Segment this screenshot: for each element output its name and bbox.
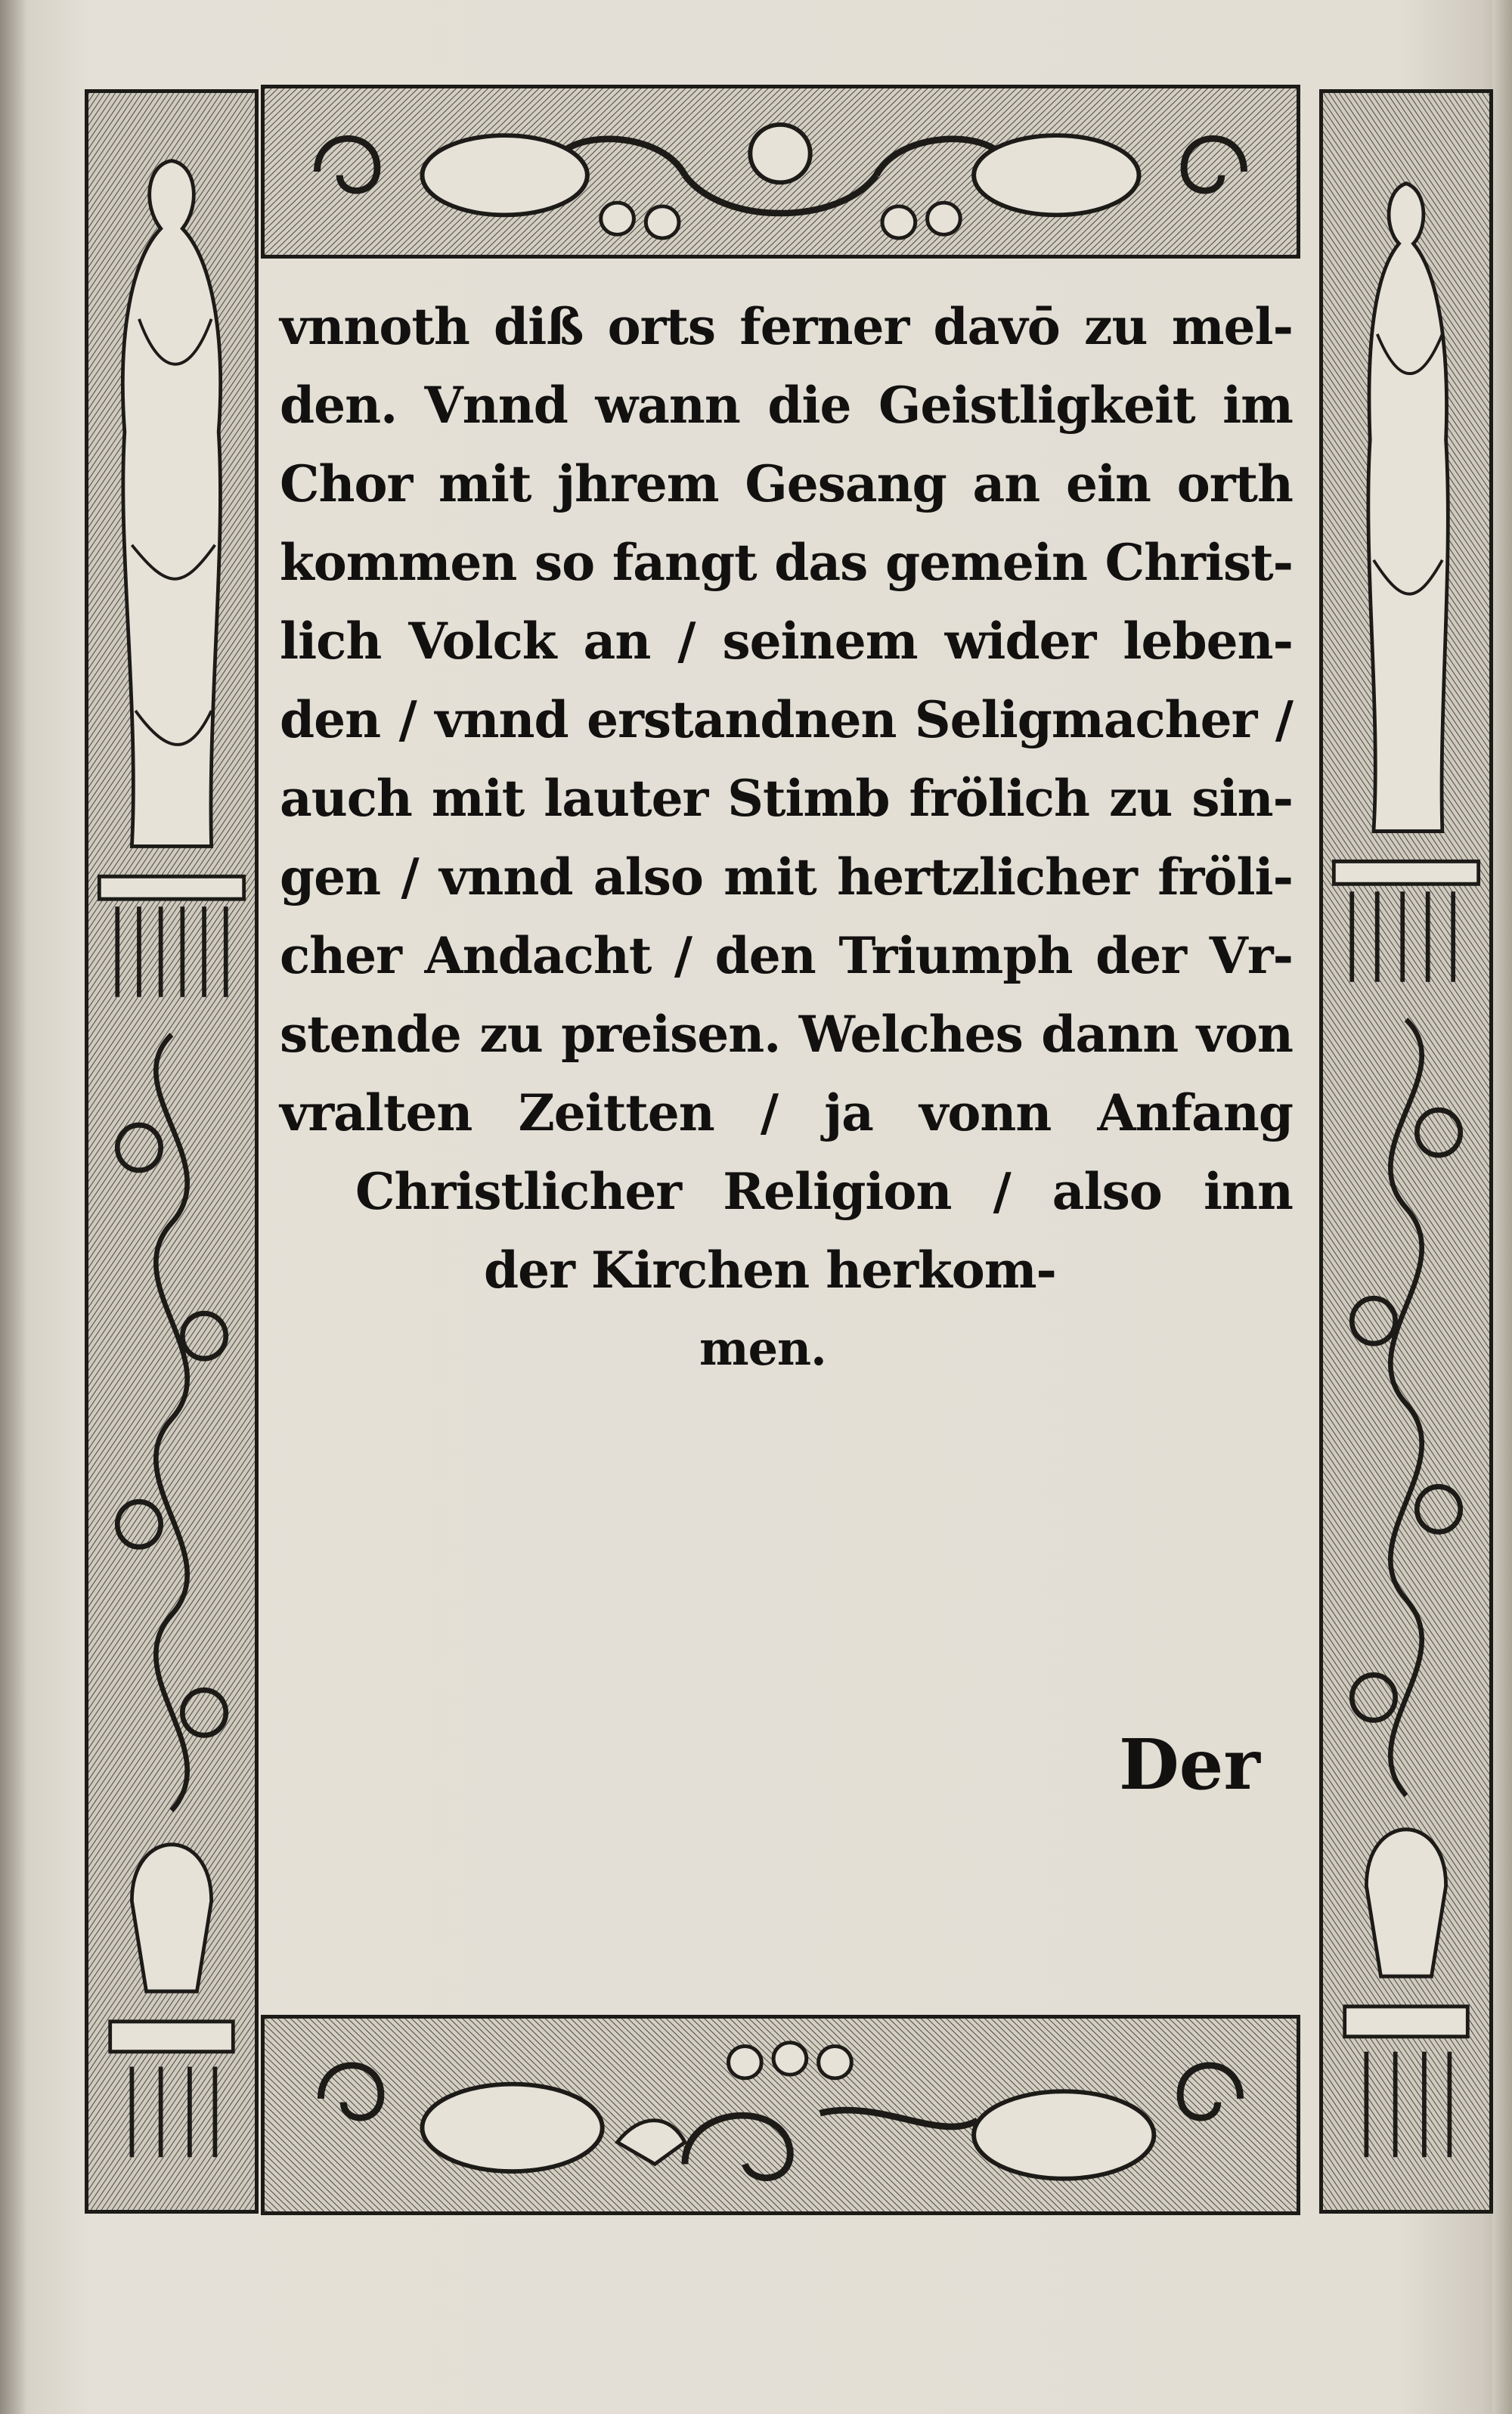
text-line: den / vnnd erstandnen Seligmacher / xyxy=(280,690,1293,749)
ornament-bottom-icon xyxy=(265,2019,1297,2211)
text-line: den. Vnnd wann die Geistligkeit im xyxy=(280,376,1293,435)
woodcut-border-top xyxy=(261,85,1300,259)
text-line: gen / vnnd also mit hertzlicher fröli- xyxy=(280,848,1293,906)
text-line: men. xyxy=(699,1321,826,1376)
ornament-left-icon xyxy=(88,93,255,2210)
woodcut-border-right xyxy=(1319,89,1493,2214)
ornament-top-icon xyxy=(265,88,1297,255)
page-gutter xyxy=(0,0,26,2414)
body-text xyxy=(280,287,1293,1388)
text-line: cher Andacht / den Triumph der Vr- xyxy=(280,926,1293,985)
woodcut-border-bottom xyxy=(261,2015,1300,2215)
text-line: kommen so fangt das gemein Christ- xyxy=(280,533,1293,592)
text-line: der Kirchen herkom- xyxy=(484,1241,1056,1300)
text-line: auch mit lauter Stimb frölich zu sin- xyxy=(280,769,1293,828)
text-line: Chor mit jhrem Gesang an ein orth xyxy=(280,454,1293,513)
text-line: Christlicher Religion / also inn xyxy=(355,1162,1293,1221)
page-edge xyxy=(1492,0,1512,2414)
text-line: stende zu preisen. Welches dann von xyxy=(280,1005,1293,1064)
text-line: vnnoth diß orts ferner davō zu mel- xyxy=(280,297,1293,356)
text-line: lich Volck an / seinem wider leben- xyxy=(280,612,1293,671)
catchword: Der xyxy=(1119,1724,1260,1805)
ornament-right-icon xyxy=(1323,93,1489,2210)
text-line: vralten Zeitten / ja vonn Anfang xyxy=(280,1083,1293,1142)
woodcut-border-left xyxy=(85,89,259,2214)
